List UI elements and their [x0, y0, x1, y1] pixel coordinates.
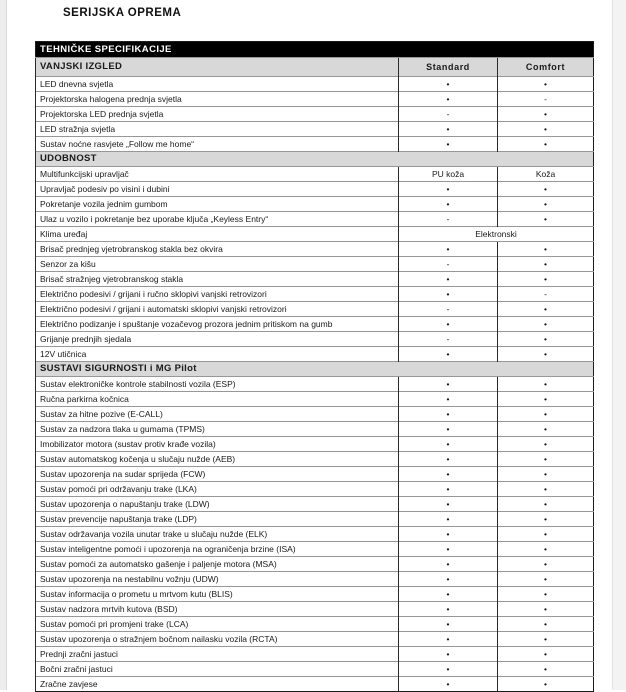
spec-row	[36, 602, 594, 617]
spec-row	[36, 137, 594, 152]
feature-label: Brisač prednjeg vjetrobranskog stakla bez okvira	[36, 242, 399, 257]
value-comfort: •	[498, 542, 594, 557]
column-header-row	[36, 58, 594, 77]
value-standard: •	[399, 557, 498, 572]
feature-label: Imobilizator motora (sustav protiv krađe vozila)	[36, 437, 399, 452]
value-standard: •	[399, 527, 498, 542]
value-standard: -	[399, 332, 498, 347]
spec-row	[36, 122, 594, 137]
spec-row	[36, 482, 594, 497]
value-comfort: •	[498, 377, 594, 392]
value-comfort: •	[498, 302, 594, 317]
feature-label: Sustav upozorenja o stražnjem bočnom nailasku vozila (RCTA)	[36, 632, 399, 647]
spec-row	[36, 647, 594, 662]
value-comfort: •	[498, 482, 594, 497]
section-header-section-1: VANJSKI IZGLED	[36, 58, 399, 77]
value-comfort: -	[498, 92, 594, 107]
value-standard: •	[399, 437, 498, 452]
value-comfort: •	[498, 347, 594, 362]
feature-label: Prednji zračni jastuci	[36, 647, 399, 662]
spec-row	[36, 677, 594, 692]
spec-row	[36, 332, 594, 347]
value-standard: •	[399, 317, 498, 332]
feature-label: Senzor za kišu	[36, 257, 399, 272]
value-comfort: •	[498, 557, 594, 572]
value-comfort: •	[498, 122, 594, 137]
value-standard: •	[399, 392, 498, 407]
value-standard: -	[399, 257, 498, 272]
spec-row	[36, 542, 594, 557]
spec-row	[36, 617, 594, 632]
column-header-standard: Standard	[399, 58, 498, 77]
feature-label: Sustav prevencije napuštanja trake (LDP)	[36, 512, 399, 527]
value-standard: •	[399, 617, 498, 632]
spec-row	[36, 227, 594, 242]
spec-table-body	[36, 42, 594, 692]
value-comfort: •	[498, 257, 594, 272]
value-comfort: •	[498, 272, 594, 287]
feature-label: Sustav informacija o prometu u mrtvom kutu (BLIS)	[36, 587, 399, 602]
feature-label: Projektorska LED prednja svjetla	[36, 107, 399, 122]
spec-row	[36, 662, 594, 677]
value-comfort: •	[498, 527, 594, 542]
value-standard: •	[399, 272, 498, 287]
spec-row	[36, 392, 594, 407]
feature-label: Multifunkcijski upravljač	[36, 167, 399, 182]
value-both-trims: Elektronski	[399, 227, 594, 242]
feature-label: Sustav upozorenja na sudar sprijeda (FCW)	[36, 467, 399, 482]
value-comfort: •	[498, 572, 594, 587]
value-comfort: •	[498, 242, 594, 257]
value-comfort: •	[498, 452, 594, 467]
value-standard: •	[399, 377, 498, 392]
feature-label: 12V utičnica	[36, 347, 399, 362]
value-comfort: •	[498, 332, 594, 347]
section-header-row	[36, 362, 594, 377]
feature-label: Sustav nadzora mrtvih kutova (BSD)	[36, 602, 399, 617]
value-comfort: -	[498, 287, 594, 302]
page-title: SERIJSKA OPREMA	[63, 7, 182, 19]
spec-row	[36, 242, 594, 257]
feature-label: Sustav za nadzora tlaka u gumama (TPMS)	[36, 422, 399, 437]
feature-label: Zračne zavjese	[36, 677, 399, 692]
value-comfort: •	[498, 77, 594, 92]
spec-row	[36, 317, 594, 332]
value-standard: •	[399, 542, 498, 557]
value-standard: •	[399, 407, 498, 422]
spec-row	[36, 467, 594, 482]
spec-row	[36, 452, 594, 467]
value-standard: •	[399, 482, 498, 497]
spec-row	[36, 167, 594, 182]
spec-row	[36, 272, 594, 287]
feature-label: Upravljač podesiv po visini i dubini	[36, 182, 399, 197]
value-standard: -	[399, 107, 498, 122]
value-comfort: •	[498, 617, 594, 632]
spec-row	[36, 257, 594, 272]
value-standard: •	[399, 467, 498, 482]
value-standard: •	[399, 662, 498, 677]
spec-row	[36, 587, 594, 602]
value-comfort: •	[498, 407, 594, 422]
section-header-section-2: UDOBNOST	[36, 152, 594, 167]
value-standard: •	[399, 512, 498, 527]
spec-row	[36, 572, 594, 587]
spec-row	[36, 212, 594, 227]
value-comfort: •	[498, 422, 594, 437]
value-standard: -	[399, 302, 498, 317]
table-title: TEHNIČKE SPECIFIKACIJE	[36, 42, 594, 58]
value-comfort: •	[498, 602, 594, 617]
value-standard: •	[399, 182, 498, 197]
feature-label: Projektorska halogena prednja svjetla	[36, 92, 399, 107]
spec-row	[36, 557, 594, 572]
value-comfort: •	[498, 497, 594, 512]
feature-label: Ulaz u vozilo i pokretanje bez uporabe ključa „Keyless Entry“	[36, 212, 399, 227]
spec-row	[36, 527, 594, 542]
spec-row	[36, 287, 594, 302]
value-standard: •	[399, 602, 498, 617]
feature-label: Klima uređaj	[36, 227, 399, 242]
spec-row	[36, 512, 594, 527]
value-standard: •	[399, 197, 498, 212]
value-standard: •	[399, 287, 498, 302]
feature-label: Sustav automatskog kočenja u slučaju nužde (AEB)	[36, 452, 399, 467]
spec-row	[36, 92, 594, 107]
spec-row	[36, 107, 594, 122]
feature-label: Električno podizanje i spuštanje vozačevog prozora jednim pritiskom na gumb	[36, 317, 399, 332]
spec-table	[35, 41, 594, 692]
feature-label: Sustav za hitne pozive (E-CALL)	[36, 407, 399, 422]
value-standard: •	[399, 242, 498, 257]
feature-label: Brisač stražnjeg vjetrobranskog stakla	[36, 272, 399, 287]
value-standard: •	[399, 452, 498, 467]
value-comfort: •	[498, 317, 594, 332]
value-comfort: •	[498, 467, 594, 482]
spec-row	[36, 407, 594, 422]
value-comfort: •	[498, 137, 594, 152]
value-comfort: •	[498, 512, 594, 527]
spec-row	[36, 197, 594, 212]
spec-row	[36, 377, 594, 392]
feature-label: Sustav pomoći pri promjeni trake (LCA)	[36, 617, 399, 632]
value-standard: •	[399, 422, 498, 437]
value-standard: •	[399, 122, 498, 137]
table-title-row	[36, 42, 594, 58]
value-comfort: •	[498, 392, 594, 407]
page-edge-left	[0, 0, 7, 690]
value-comfort: •	[498, 647, 594, 662]
spec-row	[36, 347, 594, 362]
spec-row	[36, 422, 594, 437]
feature-label: Sustav noćne rasvjete „Follow me home“	[36, 137, 399, 152]
page-edge-right	[612, 0, 626, 690]
feature-label: Sustav održavanja vozila unutar trake u slučaju nužde (ELK)	[36, 527, 399, 542]
value-standard: •	[399, 587, 498, 602]
spec-row	[36, 302, 594, 317]
value-standard: •	[399, 632, 498, 647]
feature-label: Sustav upozorenja o napuštanju trake (LDW)	[36, 497, 399, 512]
feature-label: Ručna parkirna kočnica	[36, 392, 399, 407]
spec-row	[36, 437, 594, 452]
feature-label: Električno podesivi / grijani i ručno sklopivi vanjski retrovizori	[36, 287, 399, 302]
section-header-section-3: SUSTAVI SIGURNOSTI i MG Pilot	[36, 362, 594, 377]
feature-label: Bočni zračni jastuci	[36, 662, 399, 677]
value-standard: •	[399, 572, 498, 587]
spec-row	[36, 632, 594, 647]
spec-row	[36, 77, 594, 92]
section-header-row	[36, 152, 594, 167]
value-comfort: •	[498, 587, 594, 602]
value-standard: •	[399, 77, 498, 92]
value-standard: •	[399, 677, 498, 692]
value-comfort: Koža	[498, 167, 594, 182]
feature-label: Električno podesivi / grijani i automatski sklopivi vanjski retrovizori	[36, 302, 399, 317]
feature-label: LED dnevna svjetla	[36, 77, 399, 92]
value-comfort: •	[498, 107, 594, 122]
feature-label: Sustav inteligentne pomoći i upozorenja na ograničenja brzine (ISA)	[36, 542, 399, 557]
value-comfort: •	[498, 212, 594, 227]
value-comfort: •	[498, 182, 594, 197]
feature-label: Grijanje prednjih sjedala	[36, 332, 399, 347]
value-comfort: •	[498, 662, 594, 677]
column-header-comfort: Comfort	[498, 58, 594, 77]
feature-label: LED stražnja svjetla	[36, 122, 399, 137]
value-standard: •	[399, 647, 498, 662]
feature-label: Sustav elektroničke kontrole stabilnosti vozila (ESP)	[36, 377, 399, 392]
value-standard: •	[399, 92, 498, 107]
feature-label: Sustav upozorenja na nestabilnu vožnju (UDW)	[36, 572, 399, 587]
value-standard: PU koža	[399, 167, 498, 182]
value-standard: -	[399, 212, 498, 227]
value-standard: •	[399, 137, 498, 152]
value-standard: •	[399, 347, 498, 362]
feature-label: Sustav pomoći pri održavanju trake (LKA)	[36, 482, 399, 497]
spec-row	[36, 497, 594, 512]
spec-row	[36, 182, 594, 197]
feature-label: Sustav pomoći za automatsko gašenje i paljenje motora (MSA)	[36, 557, 399, 572]
value-comfort: •	[498, 677, 594, 692]
value-comfort: •	[498, 632, 594, 647]
feature-label: Pokretanje vozila jednim gumbom	[36, 197, 399, 212]
value-comfort: •	[498, 197, 594, 212]
value-comfort: •	[498, 437, 594, 452]
value-standard: •	[399, 497, 498, 512]
